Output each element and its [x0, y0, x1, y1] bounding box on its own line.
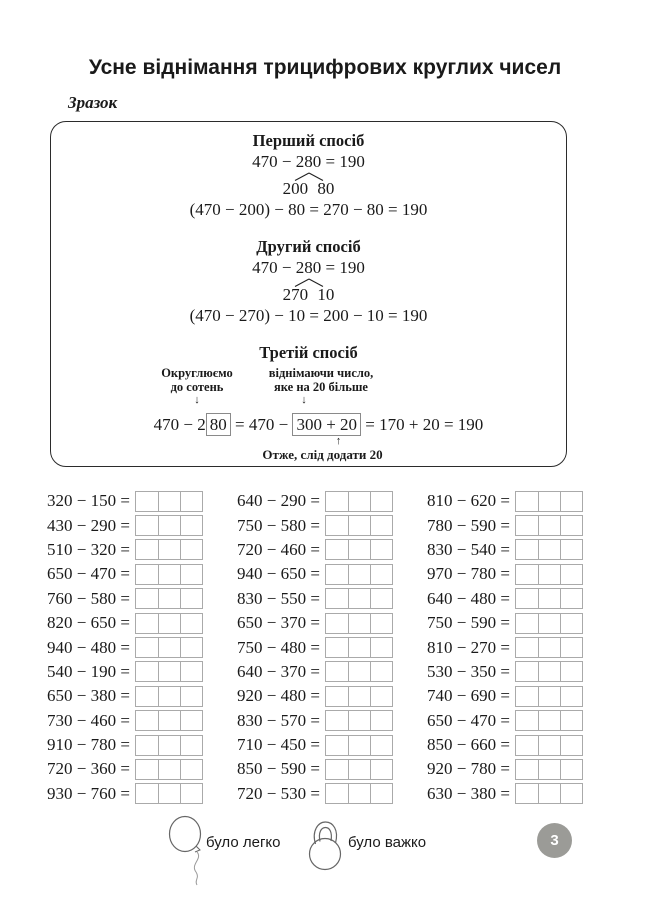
- exercise-expression: 920 − 780 =: [427, 759, 510, 779]
- answer-cell[interactable]: [326, 662, 348, 681]
- answer-cell[interactable]: [560, 760, 582, 779]
- answer-cell[interactable]: [158, 492, 180, 511]
- boxed-term: 80: [206, 413, 231, 436]
- page-footer: [0, 800, 650, 900]
- page-title: Усне віднімання трицифрових круглих чисел: [88, 56, 562, 79]
- answer-box[interactable]: [135, 613, 203, 634]
- exercise-expression: 510 − 320 =: [47, 539, 130, 559]
- exercise-column: [427, 489, 597, 806]
- answer-box[interactable]: [135, 735, 203, 756]
- exercise-expression: 820 − 650 =: [47, 613, 130, 633]
- exercise-row: [427, 757, 597, 781]
- exercise-row: [237, 562, 407, 586]
- exercise-row: [47, 709, 217, 733]
- exercise-column: [47, 489, 217, 806]
- answer-cell[interactable]: [516, 565, 538, 584]
- answer-box[interactable]: [325, 710, 393, 731]
- answer-box[interactable]: [325, 735, 393, 756]
- answer-cell[interactable]: [560, 736, 582, 755]
- exercise-expression: 830 − 550 =: [237, 588, 320, 608]
- answer-cell[interactable]: [538, 516, 560, 535]
- answer-cell[interactable]: [538, 540, 560, 559]
- method-second: [51, 236, 566, 327]
- answer-cell[interactable]: [538, 565, 560, 584]
- exercise-row: [427, 562, 597, 586]
- answer-box[interactable]: [325, 637, 393, 658]
- answer-cell[interactable]: [326, 711, 348, 730]
- answer-cell[interactable]: [538, 638, 560, 657]
- answer-cell[interactable]: [538, 711, 560, 730]
- answer-box[interactable]: [515, 661, 583, 682]
- answer-cell[interactable]: [348, 687, 370, 706]
- easy-label: було легко: [206, 834, 281, 851]
- answer-cell[interactable]: [136, 736, 158, 755]
- answer-cell[interactable]: [158, 589, 180, 608]
- exercise-row: [427, 611, 597, 635]
- answer-box[interactable]: [135, 686, 203, 707]
- answer-cell[interactable]: [516, 492, 538, 511]
- method-first: [51, 130, 566, 221]
- exercise-expression: 740 − 690 =: [427, 686, 510, 706]
- method-equation: 470 − 280 = 190: [252, 152, 365, 171]
- kettlebell-icon: [303, 816, 349, 872]
- hard-label: було важко: [348, 834, 427, 851]
- answer-cell[interactable]: [370, 687, 392, 706]
- exercise-row: [47, 684, 217, 708]
- answer-box[interactable]: [135, 759, 203, 780]
- answer-cell[interactable]: [348, 614, 370, 633]
- method3-annotations: [51, 367, 566, 411]
- answer-cell[interactable]: [348, 565, 370, 584]
- exercise-expression: 540 − 190 =: [47, 661, 130, 681]
- exercise-row: [47, 611, 217, 635]
- method-heading: Перший спосіб: [252, 131, 365, 150]
- answer-cell[interactable]: [560, 540, 582, 559]
- answer-cell[interactable]: [180, 492, 202, 511]
- answer-cell[interactable]: [136, 711, 158, 730]
- method-heading: Другий спосіб: [256, 237, 361, 256]
- method-equation: 470 − 280 = 190: [252, 258, 365, 277]
- answer-cell[interactable]: [538, 687, 560, 706]
- exercise-expression: 640 − 480 =: [427, 588, 510, 608]
- answer-cell[interactable]: [538, 492, 560, 511]
- answer-cell[interactable]: [370, 614, 392, 633]
- exercise-expression: 750 − 590 =: [427, 613, 510, 633]
- answer-box[interactable]: [325, 613, 393, 634]
- exercise-expression: 750 − 480 =: [237, 637, 320, 657]
- answer-cell[interactable]: [516, 614, 538, 633]
- exercise-row: [47, 587, 217, 611]
- answer-cell[interactable]: [538, 589, 560, 608]
- answer-cell[interactable]: [158, 516, 180, 535]
- answer-box[interactable]: [135, 710, 203, 731]
- exercise-row: [237, 660, 407, 684]
- answer-cell[interactable]: [370, 565, 392, 584]
- boxed-term: 300 + 20: [292, 413, 361, 436]
- answer-cell[interactable]: [180, 687, 202, 706]
- exercise-expression: 830 − 570 =: [237, 710, 320, 730]
- method-expansion: (470 − 270) − 10 = 200 − 10 = 190: [189, 306, 428, 325]
- answer-box[interactable]: [135, 515, 203, 536]
- answer-box[interactable]: [325, 686, 393, 707]
- answer-box[interactable]: [515, 539, 583, 560]
- answer-cell[interactable]: [370, 662, 392, 681]
- answer-cell[interactable]: [326, 614, 348, 633]
- answer-cell[interactable]: [370, 638, 392, 657]
- answer-cell[interactable]: [136, 614, 158, 633]
- answer-cell[interactable]: [516, 736, 538, 755]
- exercise-row: [237, 635, 407, 659]
- answer-cell[interactable]: [180, 614, 202, 633]
- answer-cell[interactable]: [136, 687, 158, 706]
- answer-box[interactable]: [135, 564, 203, 585]
- exercise-expression: 720 − 460 =: [237, 539, 320, 559]
- answer-cell[interactable]: [516, 638, 538, 657]
- method-expansion: (470 − 200) − 80 = 270 − 80 = 190: [189, 200, 428, 219]
- exercise-row: [427, 587, 597, 611]
- answer-box[interactable]: [515, 759, 583, 780]
- answer-cell[interactable]: [538, 662, 560, 681]
- answer-cell[interactable]: [516, 516, 538, 535]
- answer-cell[interactable]: [348, 540, 370, 559]
- answer-cell[interactable]: [326, 540, 348, 559]
- exercise-row: [47, 538, 217, 562]
- exercise-row: [237, 513, 407, 537]
- answer-cell[interactable]: [370, 589, 392, 608]
- answer-cell[interactable]: [136, 540, 158, 559]
- annotation-line: віднімаючи число,: [268, 366, 374, 380]
- decomposition-values: 270 10: [282, 285, 335, 304]
- answer-box[interactable]: [325, 564, 393, 585]
- exercise-expression: 730 − 460 =: [47, 710, 130, 730]
- equation-part: = 170 + 20 = 190: [365, 415, 484, 434]
- method3-bottom-annotation: [51, 436, 566, 463]
- answer-cell[interactable]: [560, 565, 582, 584]
- answer-cell[interactable]: [348, 760, 370, 779]
- answer-box[interactable]: [515, 735, 583, 756]
- exercise-expression: 910 − 780 =: [47, 735, 130, 755]
- down-arrow-icon: ↓: [194, 394, 200, 406]
- exercise-expression: 970 − 780 =: [427, 564, 510, 584]
- answer-box[interactable]: [135, 661, 203, 682]
- answer-cell[interactable]: [370, 711, 392, 730]
- exercise-expression: 930 − 760 =: [47, 783, 130, 803]
- exercise-expression: 920 − 480 =: [237, 686, 320, 706]
- answer-cell[interactable]: [180, 760, 202, 779]
- exercise-row: [237, 489, 407, 513]
- answer-cell[interactable]: [180, 711, 202, 730]
- exercise-expression: 940 − 650 =: [237, 564, 320, 584]
- exercise-row: [47, 660, 217, 684]
- example-box: [50, 121, 567, 467]
- answer-box[interactable]: [325, 515, 393, 536]
- answer-cell[interactable]: [326, 638, 348, 657]
- answer-cell[interactable]: [348, 736, 370, 755]
- exercise-row: [427, 635, 597, 659]
- exercise-expression: 630 − 380 =: [427, 783, 510, 803]
- answer-cell[interactable]: [516, 662, 538, 681]
- answer-cell[interactable]: [180, 662, 202, 681]
- answer-cell[interactable]: [560, 687, 582, 706]
- answer-cell[interactable]: [560, 589, 582, 608]
- answer-box[interactable]: [515, 710, 583, 731]
- answer-cell[interactable]: [516, 760, 538, 779]
- answer-cell[interactable]: [136, 516, 158, 535]
- annotation-line: Округлюємо: [161, 366, 233, 380]
- answer-box[interactable]: [135, 637, 203, 658]
- answer-box[interactable]: [325, 491, 393, 512]
- answer-cell[interactable]: [180, 540, 202, 559]
- answer-cell[interactable]: [326, 687, 348, 706]
- exercise-row: [47, 757, 217, 781]
- exercise-expression: 810 − 620 =: [427, 491, 510, 511]
- answer-cell[interactable]: [180, 565, 202, 584]
- answer-box[interactable]: [325, 539, 393, 560]
- exercise-row: [47, 489, 217, 513]
- answer-cell[interactable]: [538, 614, 560, 633]
- answer-cell[interactable]: [136, 760, 158, 779]
- answer-cell[interactable]: [158, 540, 180, 559]
- equation-part: = 470 −: [235, 415, 289, 434]
- exercise-row: [237, 587, 407, 611]
- answer-box[interactable]: [515, 588, 583, 609]
- answer-cell[interactable]: [348, 711, 370, 730]
- answer-cell[interactable]: [370, 516, 392, 535]
- answer-box[interactable]: [135, 539, 203, 560]
- answer-cell[interactable]: [516, 711, 538, 730]
- answer-cell[interactable]: [538, 760, 560, 779]
- exercise-expression: 720 − 530 =: [237, 783, 320, 803]
- answer-cell[interactable]: [158, 614, 180, 633]
- answer-cell[interactable]: [326, 516, 348, 535]
- answer-box[interactable]: [325, 588, 393, 609]
- answer-cell[interactable]: [560, 516, 582, 535]
- exercise-expression: 650 − 370 =: [237, 613, 320, 633]
- exercise-expression: 640 − 290 =: [237, 491, 320, 511]
- exercise-row: [47, 562, 217, 586]
- answer-cell[interactable]: [158, 760, 180, 779]
- answer-cell[interactable]: [370, 540, 392, 559]
- exercise-row: [47, 635, 217, 659]
- exercise-row: [237, 538, 407, 562]
- answer-cell[interactable]: [348, 516, 370, 535]
- exercise-expression: 830 − 540 =: [427, 539, 510, 559]
- exercise-expression: 750 − 580 =: [237, 515, 320, 535]
- exercise-expression: 850 − 660 =: [427, 735, 510, 755]
- sample-label: Зразок: [68, 93, 118, 112]
- answer-box[interactable]: [515, 491, 583, 512]
- exercise-expression: 850 − 590 =: [237, 759, 320, 779]
- answer-box[interactable]: [515, 564, 583, 585]
- exercise-expression: 640 − 370 =: [237, 661, 320, 681]
- exercise-expression: 320 − 150 =: [47, 491, 130, 511]
- answer-cell[interactable]: [560, 492, 582, 511]
- decomposition-values: 200 80: [282, 179, 335, 198]
- exercise-expression: 810 − 270 =: [427, 637, 510, 657]
- answer-cell[interactable]: [326, 565, 348, 584]
- answer-cell[interactable]: [370, 760, 392, 779]
- answer-cell[interactable]: [348, 492, 370, 511]
- answer-box[interactable]: [515, 613, 583, 634]
- answer-cell[interactable]: [158, 638, 180, 657]
- answer-cell[interactable]: [158, 565, 180, 584]
- answer-box[interactable]: [515, 637, 583, 658]
- answer-cell[interactable]: [180, 589, 202, 608]
- exercise-expression: 650 − 470 =: [47, 564, 130, 584]
- equation-part: 470 − 2: [153, 415, 206, 434]
- exercise-row: [47, 733, 217, 757]
- down-arrow-icon: ↓: [301, 394, 307, 406]
- exercise-row: [427, 684, 597, 708]
- exercise-expression: 780 − 590 =: [427, 515, 510, 535]
- answer-cell[interactable]: [560, 711, 582, 730]
- answer-cell[interactable]: [158, 736, 180, 755]
- exercise-expression: 760 − 580 =: [47, 588, 130, 608]
- exercise-row: [237, 709, 407, 733]
- answer-cell[interactable]: [326, 589, 348, 608]
- answer-box[interactable]: [135, 491, 203, 512]
- answer-cell[interactable]: [538, 736, 560, 755]
- answer-cell[interactable]: [180, 638, 202, 657]
- answer-cell[interactable]: [136, 638, 158, 657]
- answer-cell[interactable]: [136, 662, 158, 681]
- method3-equation: [61, 413, 576, 436]
- answer-cell[interactable]: [348, 662, 370, 681]
- answer-cell[interactable]: [348, 589, 370, 608]
- exercise-row: [237, 757, 407, 781]
- answer-cell[interactable]: [180, 736, 202, 755]
- balloon-icon: [166, 815, 212, 891]
- answer-cell[interactable]: [136, 565, 158, 584]
- annotation-subtract-bigger-number: [241, 367, 401, 407]
- exercise-expression: 710 − 450 =: [237, 735, 320, 755]
- answer-cell[interactable]: [370, 492, 392, 511]
- answer-cell[interactable]: [158, 662, 180, 681]
- method-heading: Третій спосіб: [259, 343, 358, 362]
- exercise-row: [237, 684, 407, 708]
- annotation-line: яке на 20 більше: [274, 379, 368, 394]
- exercise-expression: 940 − 480 =: [47, 637, 130, 657]
- answer-box[interactable]: [325, 759, 393, 780]
- answer-box[interactable]: [515, 515, 583, 536]
- page-number-badge: 3: [537, 823, 572, 858]
- exercise-row: [427, 489, 597, 513]
- answer-cell[interactable]: [158, 711, 180, 730]
- up-arrow-icon: ↑: [335, 435, 342, 447]
- answer-box[interactable]: [515, 686, 583, 707]
- answer-cell[interactable]: [370, 736, 392, 755]
- annotation-line: до сотень: [170, 379, 224, 394]
- annotation-conclusion: Отже, слід додати 20: [262, 447, 383, 462]
- exercise-row: [47, 513, 217, 537]
- answer-cell[interactable]: [348, 638, 370, 657]
- exercise-expression: 530 − 350 =: [427, 661, 510, 681]
- answer-box[interactable]: [135, 588, 203, 609]
- exercise-expression: 720 − 360 =: [47, 759, 130, 779]
- answer-cell[interactable]: [326, 736, 348, 755]
- exercise-expression: 650 − 470 =: [427, 710, 510, 730]
- answer-cell[interactable]: [180, 516, 202, 535]
- answer-cell[interactable]: [560, 614, 582, 633]
- answer-cell[interactable]: [560, 662, 582, 681]
- exercise-row: [237, 733, 407, 757]
- exercise-row: [427, 513, 597, 537]
- exercise-column: [237, 489, 407, 806]
- answer-cell[interactable]: [516, 589, 538, 608]
- answer-cell[interactable]: [136, 492, 158, 511]
- exercise-row: [427, 733, 597, 757]
- answer-cell[interactable]: [560, 638, 582, 657]
- answer-box[interactable]: [325, 661, 393, 682]
- method-third: [51, 342, 566, 463]
- exercise-row: [427, 660, 597, 684]
- answer-cell[interactable]: [136, 589, 158, 608]
- exercise-row: [427, 538, 597, 562]
- exercise-row: [237, 611, 407, 635]
- answer-cell[interactable]: [158, 687, 180, 706]
- answer-cell[interactable]: [516, 540, 538, 559]
- exercise-expression: 650 − 380 =: [47, 686, 130, 706]
- exercise-expression: 430 − 290 =: [47, 515, 130, 535]
- answer-cell[interactable]: [516, 687, 538, 706]
- exercise-row: [427, 709, 597, 733]
- answer-cell[interactable]: [326, 760, 348, 779]
- answer-cell[interactable]: [326, 492, 348, 511]
